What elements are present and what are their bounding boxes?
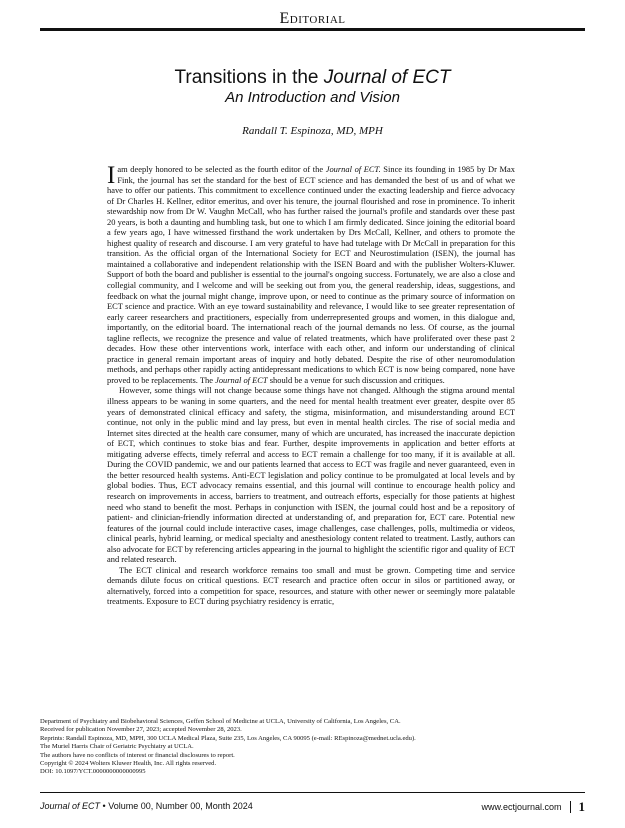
body-paragraph-1 [107, 164, 515, 385]
footer-journal: Journal of ECT [40, 801, 101, 811]
footnote-doi[interactable]: DOI: 10.1097/YCT.0000000000000995 [40, 768, 146, 776]
article-title [40, 67, 585, 89]
footnotes [40, 718, 585, 777]
body-text: Since its founding in 1985 by Dr Max Fink, the journal has set the standard for the best of ECT science and has demanded the best of us and of what we have to offer our patients. This commitment to excellence continued under the exacting leadership and fierce advocacy of Dr Charles H. Kellner, editor emeritus, and over his tenure, the journal flourished and rose in prominence. To inherit stewardship now from Dr W. Vaughn McCall, who has further raised the journal's profile and standards over these past 20 years, is both a daunting and humbling task, but one to which I am firmly dedicated. Since joining the editorial board a few years ago, I have witnessed firsthand the work undertaken by Drs McCall, Kellner, and others to promote the highest quality of research and discourse. I am very grateful to have had tutelage with Dr McCall in preparation for this transition. As the official organ of the International Society for ECT and Neurostimulation (ISEN), the journal has maintained a collaborative and independent relationship with the ISEN Board and with the publisher Wolters-Kluwer. Support of both the board and publisher is essential to the journal's ongoing success. Fortunately, we are also a close and collegial community, and I welcome and will be seeking out from you, the general readership, ideas, suggestions, and feedback on what the journal might change, improve upon, or need to continue as the primary source of information on ECT science and practice. With an eye toward sustainability and relevance, I would like to see greater representation of early career researchers and practitioners, especially from underrepresented groups and women, in this dialogue and, importantly, on the editorial board. The international reach of the journal demands no less. Of course, as the journal tagline reflects, we recognize the presence and value of related treatments, which have proliferated over these past 2 decades. How these other interventions work, interface with each other, and inform our understanding of clinical practice in general remain important areas of inquiry and hotly debated. Despite the rise of other neuromodulation methods, and perhaps other rapidly acting antidepressant medications to which ECT is now being compared, none have proved to be replacements. The [107, 164, 515, 385]
body-text: should be a venue for such discussion and critiques. [267, 374, 445, 385]
footer-citation [40, 801, 253, 811]
footnote-reprints: Reprints: Randall Espinoza, MD, MPH, 300 UCLA Medical Plaza, Suite 235, Los Angeles, CA 90095 (e-mail: REspinoza@mednet.ucla.edu). [40, 734, 416, 742]
footer-issue: Volume 00, Number 00, Month 2024 [108, 801, 253, 811]
article-author: Randall T. Espinoza, MD, MPH [242, 125, 383, 137]
article-body [107, 164, 515, 719]
page-number: 1 [578, 799, 585, 814]
page-footer [40, 799, 585, 815]
footnote-affiliation: Department of Psychiatry and Biobehavioral Sciences, Geffen School of Medicine at UCLA, University of California, Los Angeles, CA. [40, 718, 401, 725]
footnote-received: Received for publication November 27, 2023; accepted November 28, 2023. [40, 726, 242, 734]
footer-right [481, 799, 585, 815]
article-subtitle: An Introduction and Vision [225, 89, 400, 106]
section-label: Editorial [279, 10, 346, 27]
title-journal-name: Journal of ECT [323, 67, 451, 88]
body-paragraph-3: The ECT clinical and research workforce remains too small and must be grown. Competing time and service demands dilute focus on critical questions. ECT research and practice often occur in silos or partitioned away, or alternatively, forced into a competition for space, resources, and stature with other newer or seemingly more palatable treatments. Exposure to ECT during psychiatry residency is erratic, [107, 564, 515, 607]
title-prefix: Transitions in the [174, 67, 324, 88]
drop-cap: I [107, 164, 116, 189]
footnote-conflicts: The authors have no conflicts of interest or financial disclosures to report. [40, 751, 235, 759]
footer-rule [40, 792, 585, 793]
journal-name: Journal of ECT [215, 374, 268, 385]
footer-url-link[interactable]: www.ectjournal.com [481, 802, 562, 812]
body-paragraph-2: However, some things will not change because some things have not changed. Although the stigma around mental illness appears to be waning in some quarters, and the need for mental health treatment ever greater, despite over 85 years of demonstrated clinical efficacy and safety, the stigma, misinformation, and misunderstanding around ECT continue, not only in the public mind and lay press, but even in mental health circles. The rise of social media and Internet sites directed at the health care consumer, many of which are uncurated, has increased the inaccurate depiction of ECT, which continues to stoke bias and fear. Further, despite improvements in application and better efforts at mitigating adverse effects, timely referral and access to ECT remain a challenge for too many, if it is available at all. During the COVID pandemic, we and our patients learned that access to ECT was fragile and never guaranteed, even in the better resourced health systems. Anti-ECT legislation and policy continue to be promulgated at local levels and by global bodies. Thus, ECT advocacy remains essential, and this journal will continue to encourage health policy and research on improvements in access, barriers to treatment, and outreach efforts, especially for those patients at highest need who stand to benefit the most. Perhaps in conjunction with ISEN, the journal could host and be a repository of patient- and clinician-friendly information directed at understanding of, and preparation for, ECT care. Potential new features of the journal could include interactive cases, image challenges, case challenges, polls, multimedia or videos, clinical pearls, hybrid learning, or medical specialty and anesthesiology content related to treatment. Lastly, authors can also advocate for ECT by referencing articles appearing in the journal to highlight the scientific rigor and quality of ECT and related research. [107, 385, 515, 565]
body-text: am deeply honored to be selected as the fourth editor of the [117, 164, 326, 174]
footer-bullet: • [102, 801, 106, 811]
journal-name: Journal of ECT. [325, 164, 381, 174]
footer-divider [570, 801, 571, 813]
header-rule [40, 28, 585, 31]
footnote-chair: The Muriel Harris Chair of Geriatric Psychiatry at UCLA. [40, 743, 194, 751]
footnote-copyright: Copyright © 2024 Wolters Kluwer Health, Inc. All rights reserved. [40, 760, 217, 768]
